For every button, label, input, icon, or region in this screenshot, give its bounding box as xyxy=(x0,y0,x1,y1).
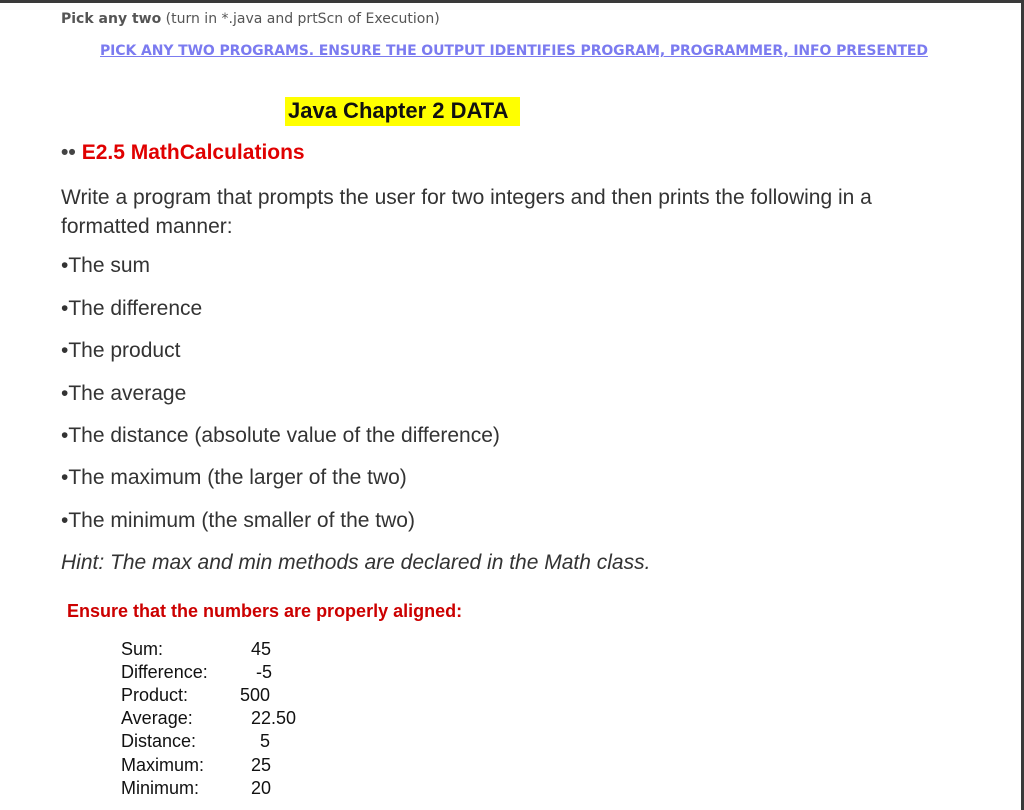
list-item: •The minimum (the smaller of the two) xyxy=(61,509,415,532)
output-label: Difference: xyxy=(121,662,208,682)
output-row-minimum xyxy=(121,778,341,801)
output-value: 25 xyxy=(251,755,272,775)
list-item: •The difference xyxy=(61,297,203,320)
output-label: Distance: xyxy=(121,731,197,751)
chapter-title: Java Chapter 2 DATA xyxy=(285,97,520,126)
list-item: •The distance (absolute value of the difference) xyxy=(61,424,500,447)
output-label: Average: xyxy=(121,708,193,728)
output-value: 500 xyxy=(240,685,271,705)
output-row-product xyxy=(121,685,341,708)
list-item: •The maximum (the larger of the two) xyxy=(61,466,407,489)
output-value: 45 xyxy=(251,639,272,659)
output-label: Maximum: xyxy=(121,755,205,775)
exercise-heading xyxy=(61,141,305,165)
output-row-difference xyxy=(121,662,341,685)
output-value: 22.50 xyxy=(251,708,297,728)
alignment-note: Ensure that the numbers are properly aligned: xyxy=(67,601,463,621)
output-value: -5 xyxy=(256,662,273,682)
output-row-distance xyxy=(121,731,341,754)
window-top-border xyxy=(0,0,1024,3)
output-label: Minimum: xyxy=(121,778,200,798)
difficulty-dots: •• xyxy=(61,141,76,164)
output-label: Product: xyxy=(121,685,189,705)
instruction-line xyxy=(61,11,440,27)
output-row-average xyxy=(121,708,341,731)
list-item: •The average xyxy=(61,382,187,405)
output-value: 20 xyxy=(251,778,272,798)
output-label: Sum: xyxy=(121,639,164,659)
problem-statement: Write a program that prompts the user for two integers and then prints the following in a formatted manner: xyxy=(61,186,872,238)
list-item: •The sum xyxy=(61,254,151,277)
output-value: 5 xyxy=(260,731,271,751)
list-item: •The product xyxy=(61,339,181,362)
instruction-rest-text: (turn in *.java and prtScn of Execution) xyxy=(161,11,440,27)
hint-text: Hint: The max and min methods are declared in the Math class. xyxy=(61,551,651,574)
output-row-sum xyxy=(121,639,341,662)
assignment-banner: PICK ANY TWO PROGRAMS. ENSURE THE OUTPUT IDENTIFIES PROGRAM, PROGRAMMER, INFO PRESENTED xyxy=(100,43,928,59)
instruction-bold-text: Pick any two xyxy=(61,11,162,27)
output-row-maximum xyxy=(121,755,341,778)
exercise-title: E2.5 MathCalculations xyxy=(81,141,305,164)
